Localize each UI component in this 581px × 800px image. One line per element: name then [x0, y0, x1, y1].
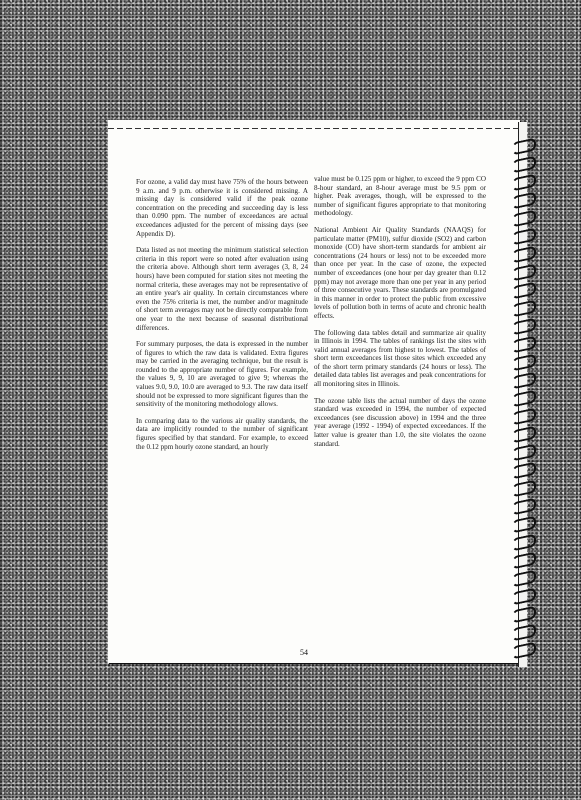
binding-ring — [512, 353, 536, 371]
paragraph: In comparing data to the various air quality standards, the data are implicitly rounded to the number of significant figures specified by that standard. For example, to exceed the 0.12 ppm hourly ozone standard, an hourly — [136, 416, 308, 451]
binding-ring — [512, 335, 536, 353]
left-text-column — [136, 178, 308, 459]
binding-ring — [512, 371, 536, 389]
binding-ring — [512, 443, 536, 461]
binding-ring — [512, 245, 536, 263]
binding-ring — [512, 191, 536, 209]
binding-ring — [512, 461, 536, 479]
binding-ring — [512, 317, 536, 335]
binding-ring — [512, 389, 536, 407]
paragraph: For ozone, a valid day must have 75% of the hours between 9 a.m. and 9 p.m. otherwise it is considered missing. A missing day is considered valid if the peak ozone concentration on the preceding and succeeding day is less than 0.090 ppm. The number of exceedances are actual exceedances adjusted for the percent of missing days (see Appendix D). — [136, 178, 308, 238]
page-top-rule — [108, 128, 518, 129]
paragraph: Data listed as not meeting the minimum statistical selection criteria in this report were so noted after evaluation using the criteria above. Although short term averages (3, 8, 24 hours) have been computed for station sites not meeting the normal criteria, these averages may not be representative of an entire year's air quality. In certain circumstances where even the 75% criteria is met, the number and/or magnitude of short term averages may not be directly comparable from one year to the next because of seasonal distributional differences. — [136, 246, 308, 332]
binding-ring — [512, 173, 536, 191]
binding-ring — [512, 587, 536, 605]
binding-ring — [512, 281, 536, 299]
binding-ring — [512, 209, 536, 227]
binding-ring — [512, 155, 536, 173]
paragraph: value must be 0.125 ppm or higher, to exceed the 9 ppm CO 8-hour standard, an 8-hour average must be 9.5 ppm or higher. Peak averages, though, will be expressed to the number of significant figures appropriate to that monitoring methodology. — [314, 175, 486, 218]
binding-ring — [512, 551, 536, 569]
binding-ring — [512, 569, 536, 587]
binding-ring — [512, 299, 536, 317]
binding-ring — [512, 641, 536, 659]
binding-ring — [512, 137, 536, 155]
right-text-column — [314, 175, 486, 456]
binding-ring — [512, 623, 536, 641]
paragraph: National Ambient Air Quality Standards (NAAQS) for particulate matter (PM10), sulfur dioxide (SO2) and carbon monoxide (CO) have short-term standards for ambient air concentrations (24 hours or less) not to be exceeded more than once per year. In the case of ozone, the expected number of exceedances (one hour per day greater than 0.12 ppm) may not average more than one per year in any period of three consecutive years. These standards are promulgated in this manner in order to protect the public from excessive levels of pollution both in terms of acute and chronic health effects. — [314, 225, 486, 320]
page-number: 54 — [300, 648, 308, 657]
paragraph: The ozone table lists the actual number of days the ozone standard was exceeded in 1994, the number of expected exceedances (see discussion above) in 1994 and the three year average (1992 - 1994) of expected exceedances. If the latter value is greater than 1.0, the site violates the ozone standard. — [314, 396, 486, 448]
binding-ring — [512, 515, 536, 533]
binding-ring — [512, 605, 536, 623]
binding-ring — [512, 263, 536, 281]
binding-ring — [512, 407, 536, 425]
paragraph: For summary purposes, the data is expressed in the number of figures to which the raw data is validated. Extra figures may be carried in the averaging technique, but the result is rounded to the appropriate number of figures. For example, the values 9, 9, 10 are averaged to give 9; whereas the values 9.0, 9.0, 10.0 are averaged to 9.3. The raw data itself should not be expressed to more significant figures than the sensitivity of the monitoring methodology allows. — [136, 340, 308, 409]
binding-ring — [512, 479, 536, 497]
binding-ring — [512, 533, 536, 551]
binding-ring — [512, 497, 536, 515]
paragraph: The following data tables detail and summarize air quality in Illinois in 1994. The tables of rankings list the sites with valid annual averages from highest to lowest. The tables of short term exceedances list those sites which exceeded any of the short term primary standards (24 hours or less). The detailed data tables list averages and peak concentrations for all monitoring sites in Illinois. — [314, 328, 486, 389]
binding-ring — [512, 425, 536, 443]
spiral-binding — [510, 140, 536, 660]
binding-ring — [512, 227, 536, 245]
